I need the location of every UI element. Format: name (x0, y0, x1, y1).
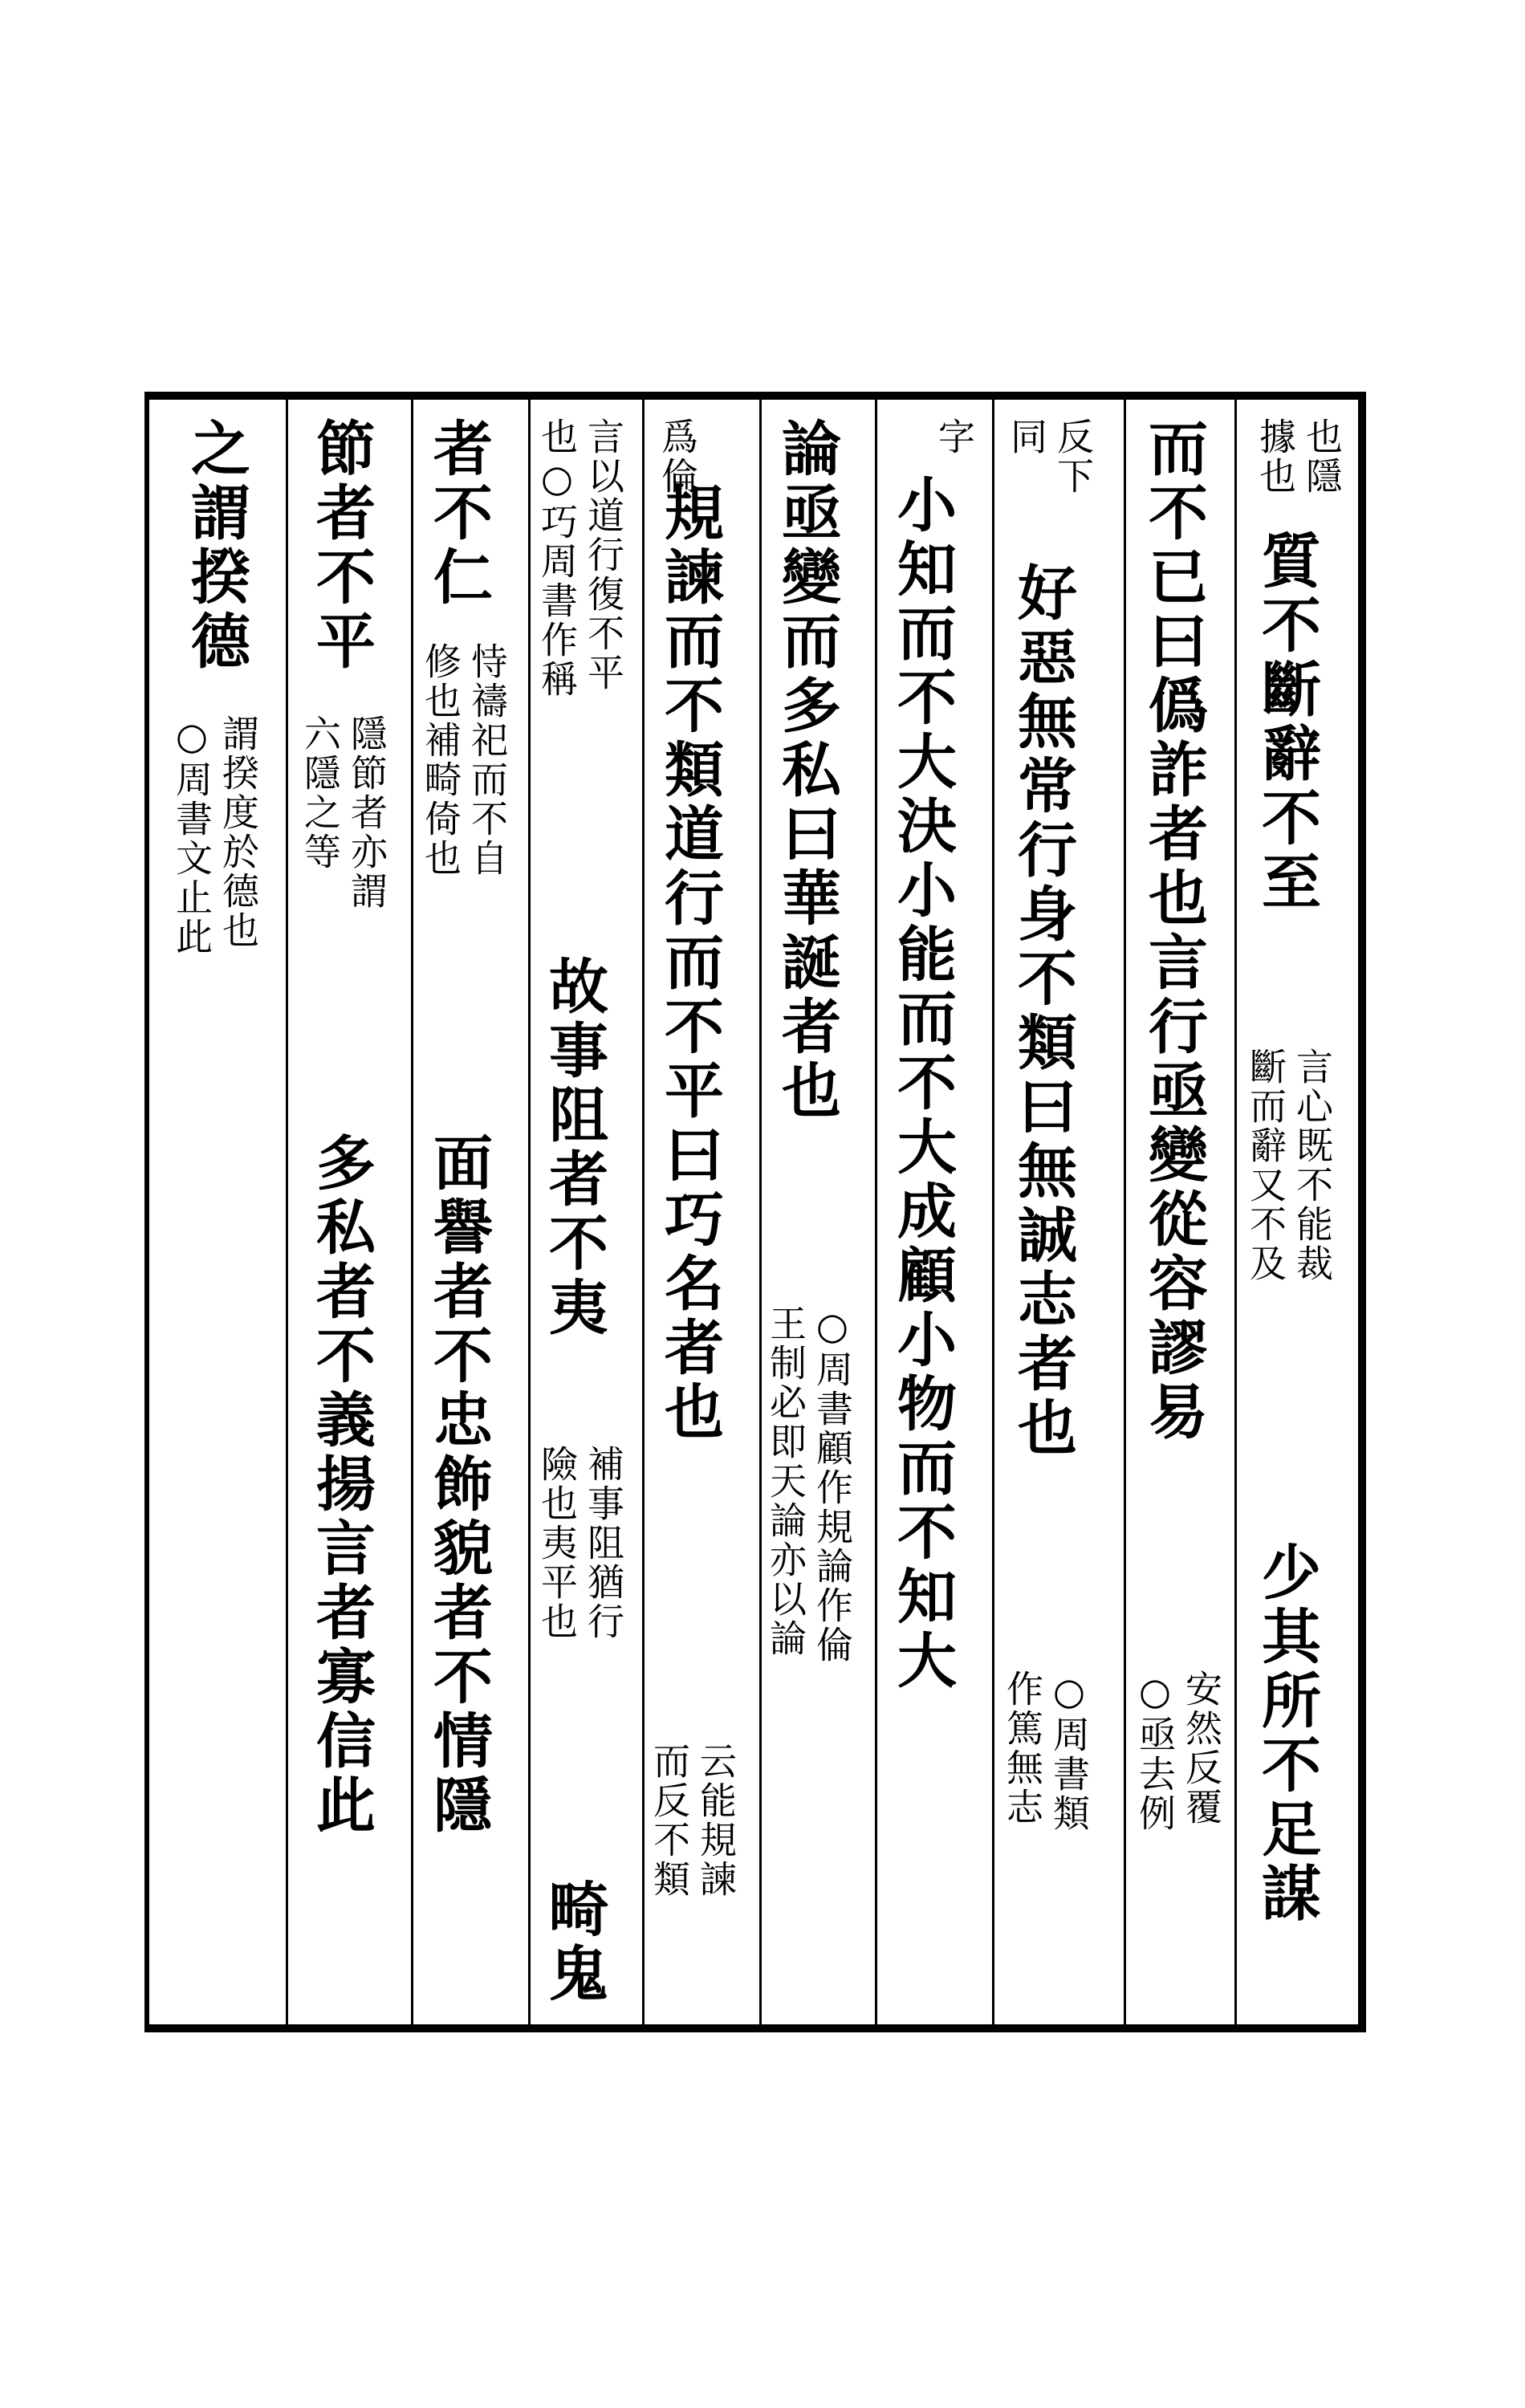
annotation-line: 字 (933, 417, 976, 457)
column-rule (875, 400, 877, 2024)
annotation-line: 六隱之等 (299, 714, 342, 872)
annotation-line: 險也夷平也 (535, 1445, 579, 1641)
text-column (539, 1878, 608, 2007)
column-rule (411, 400, 413, 2024)
annotation (1242, 1047, 1336, 1369)
text-column (1008, 562, 1077, 1461)
annotation-line: 而反不類 (648, 1742, 691, 1899)
annotation-line: ○亟去例 (1133, 1670, 1177, 1833)
text-column (1252, 530, 1321, 915)
annotation-line: 言心既不能裁 (1291, 1047, 1334, 1283)
annotation-line: 隱節者亦謂 (345, 714, 388, 911)
main-text: 好惡無常行身不類曰無誠志者也 (1008, 562, 1077, 1461)
text-column (424, 1132, 493, 1838)
text-column (655, 482, 724, 1445)
annotation-line: 補事阻猶行 (582, 1445, 625, 1641)
text-column (424, 417, 493, 610)
annotation (297, 714, 390, 1043)
annotation (1252, 417, 1345, 530)
annotation (534, 417, 627, 867)
annotation (169, 714, 262, 1196)
main-text: 多私者不義揚言者寡信此 (307, 1132, 376, 1838)
column-rule (1234, 400, 1237, 2024)
annotation-line: ○周書文止此 (170, 714, 214, 957)
annotation-line: 修也補畸倚也 (419, 642, 462, 878)
main-text: 規諫而不類道行而不平曰巧名者也 (655, 482, 724, 1445)
annotation-line: 反下 (1051, 417, 1095, 496)
annotation-line: 據也 (1254, 417, 1297, 496)
column-rule (759, 400, 762, 2024)
annotation-line: 王制必即天論亦以論 (764, 1304, 807, 1658)
main-text: 小知而不大決小能而不大成顧小物而不知大 (888, 474, 957, 1694)
text-column (181, 417, 250, 674)
annotation-line: ○周書類 (1047, 1670, 1091, 1833)
annotation-line: 也隱 (1300, 417, 1344, 496)
column-rule (528, 400, 531, 2024)
column-rule (286, 400, 288, 2024)
annotation-line: 云能規諫 (694, 1742, 738, 1899)
text-column (539, 955, 608, 1340)
text-column (1252, 1541, 1321, 1926)
annotation-line: 斷而辭又不及 (1244, 1047, 1287, 1283)
text-column (307, 417, 376, 674)
column-rule (642, 400, 645, 2024)
main-text: 者不仁 (424, 417, 493, 610)
main-text: 論亟變而多私曰華誕者也 (772, 417, 841, 1124)
annotation-line: 也○巧周書作稱 (535, 417, 579, 699)
main-text: 而不已曰僞詐者也言行亟變從容謬易 (1139, 417, 1208, 1445)
main-text: 面譽者不忠飾貌者不情隱 (424, 1132, 493, 1838)
annotation (646, 1742, 739, 2015)
annotation (1003, 417, 1096, 530)
column-rule (1124, 400, 1126, 2024)
main-text: 畸鬼 (539, 1878, 608, 2007)
main-text: 少其所不足謀 (1252, 1541, 1321, 1926)
annotation (931, 417, 978, 482)
text-column (1139, 417, 1208, 1445)
annotation-line: 恃禱祀而不自 (466, 642, 509, 878)
annotation-line: ○周書顧作規論作倫 (811, 1304, 854, 1665)
annotation-line: 作篤無志 (1001, 1670, 1044, 1827)
text-column (888, 474, 957, 1694)
column-rule (992, 400, 994, 2024)
annotation (999, 1670, 1092, 2007)
annotation-line: 言以道行復不平 (582, 417, 625, 693)
main-text: 故事阻者不夷 (539, 955, 608, 1340)
annotation-line: 謂揆度於德也 (217, 714, 260, 950)
annotation (1132, 1670, 1225, 2007)
annotation (417, 642, 510, 1092)
main-text: 節者不平 (307, 417, 376, 674)
annotation (534, 1445, 627, 1830)
annotation-line: 同 (1005, 417, 1048, 457)
text-column (772, 417, 841, 1124)
main-text: 之謂揆德 (181, 417, 250, 674)
text-column (307, 1132, 376, 1838)
annotation-line: 爲倫 (656, 417, 699, 496)
main-text: 質不斷辭不至 (1252, 530, 1321, 915)
annotation-line: 安然反覆 (1180, 1670, 1223, 1827)
annotation (762, 1304, 856, 2011)
